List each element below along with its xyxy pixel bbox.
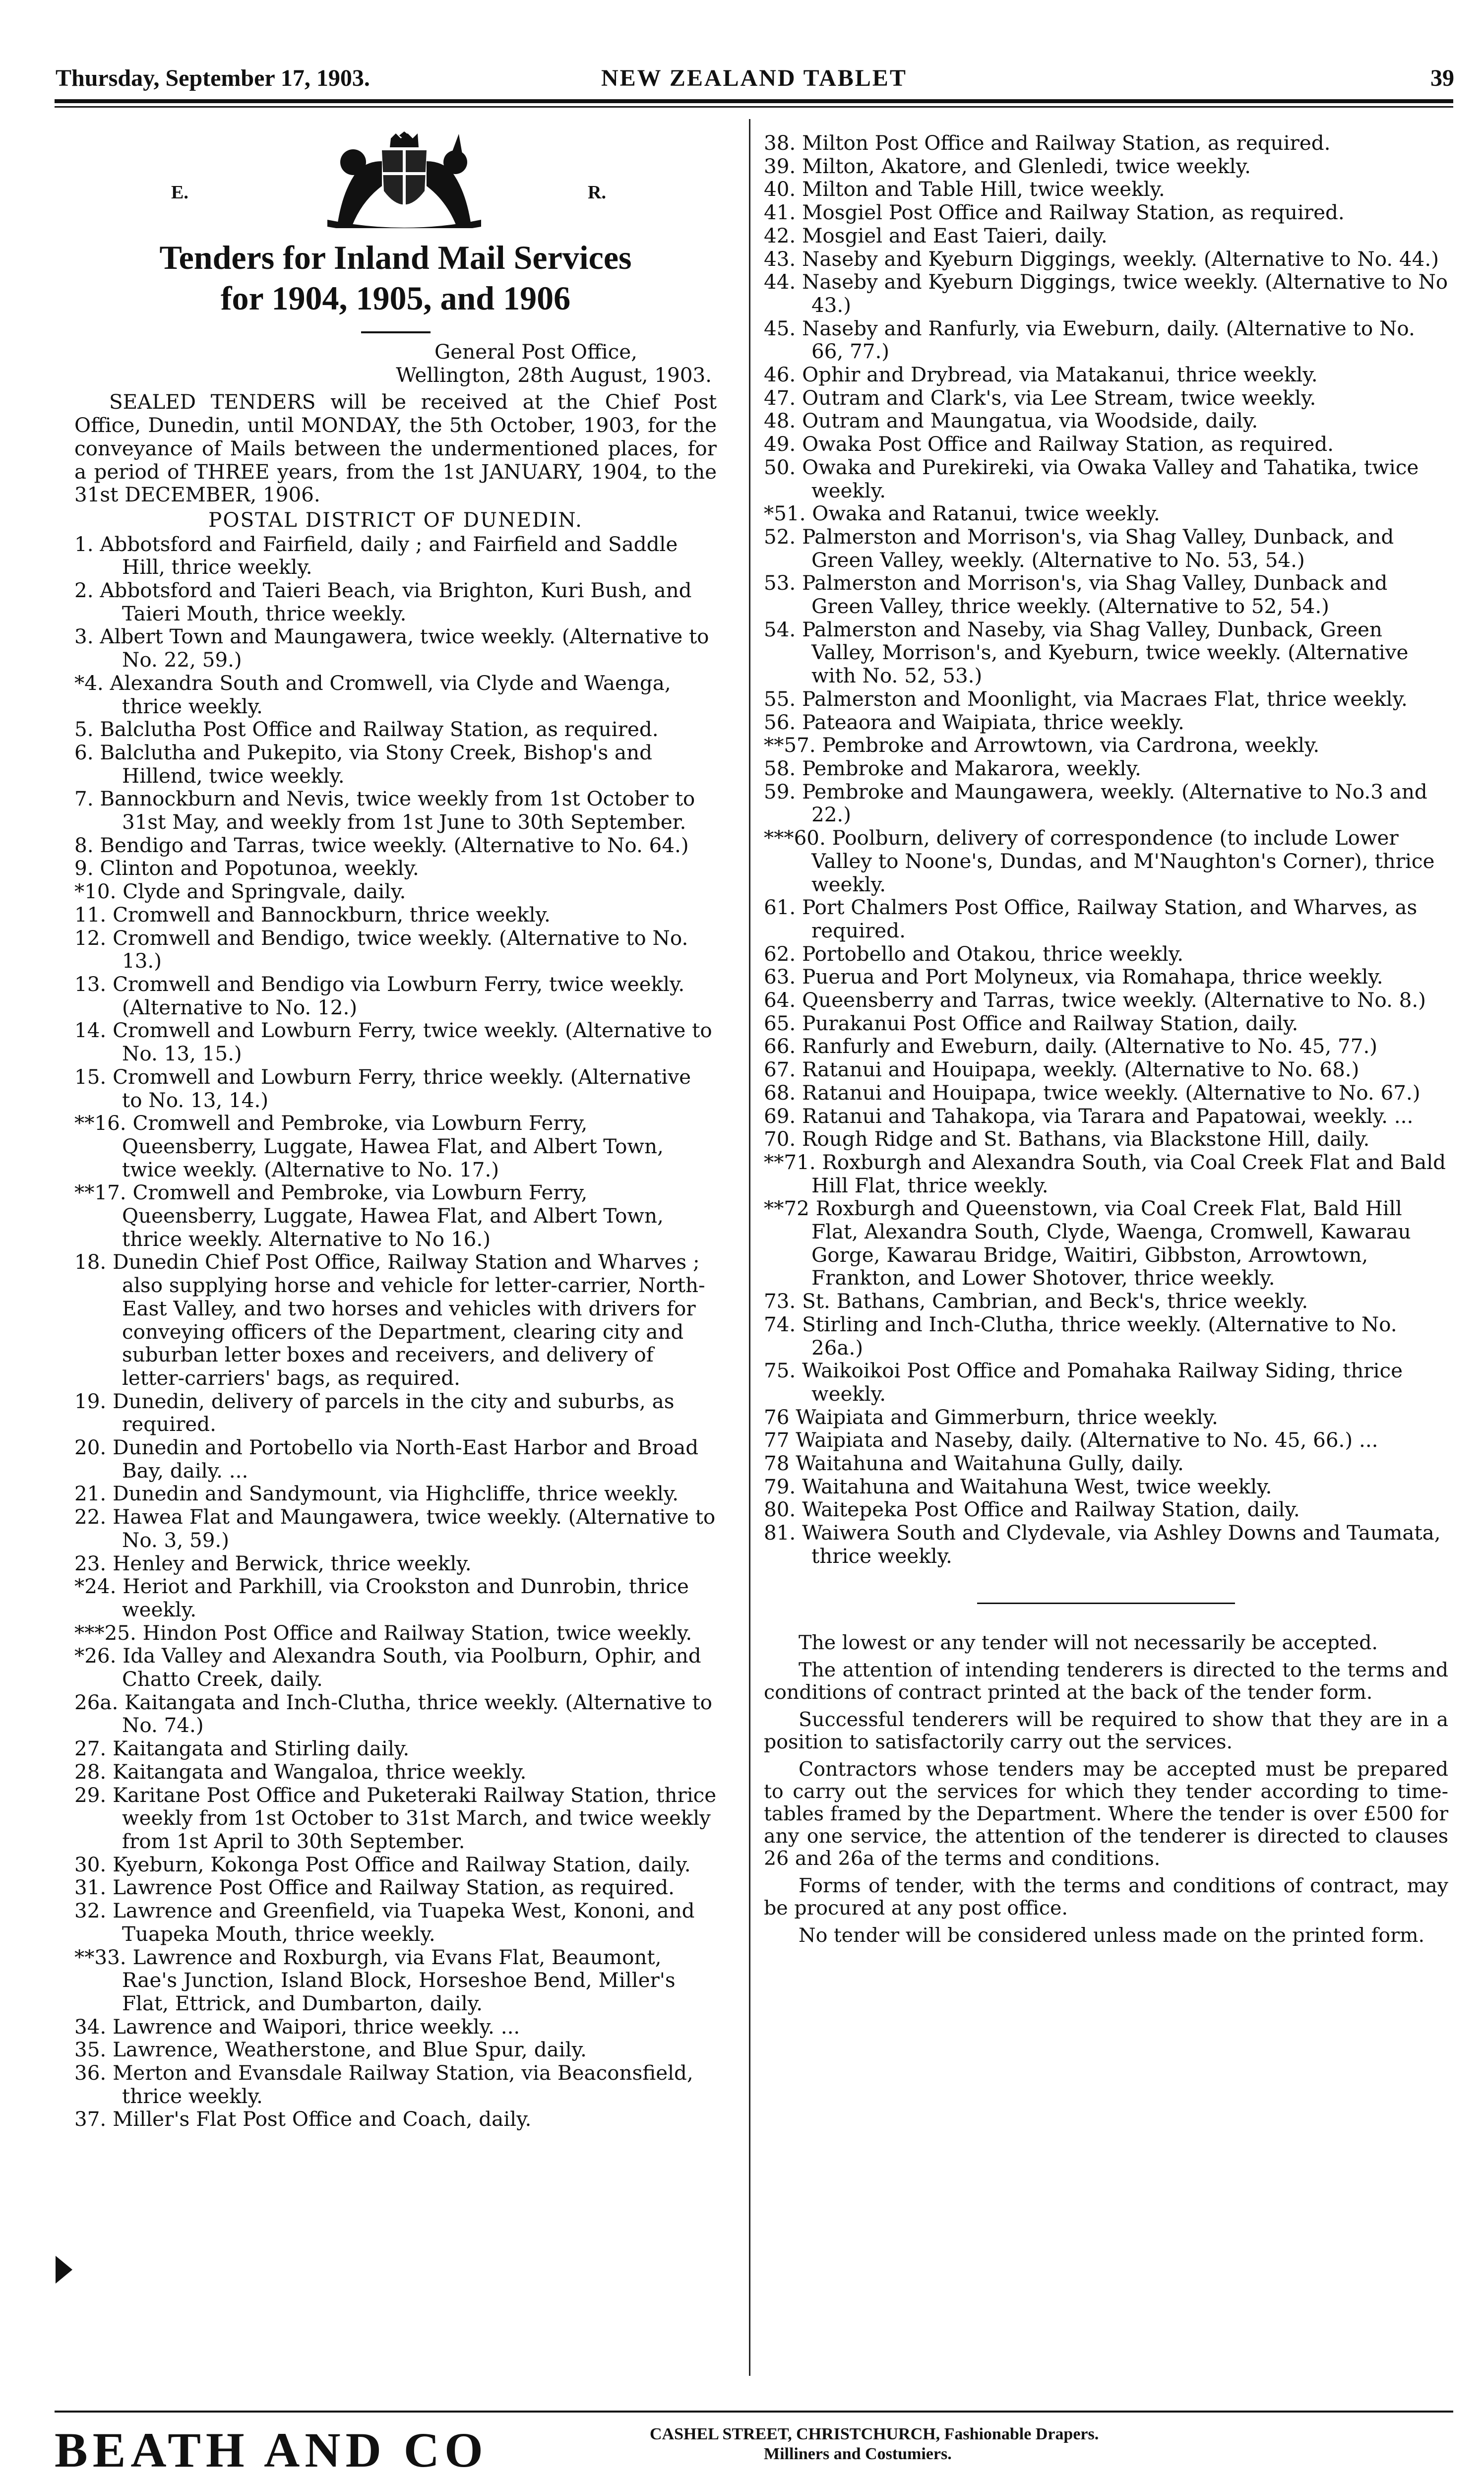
tender-note: No tender will be considered unless made on the printed form. (799, 1923, 1425, 1947)
tender-item: 73. St. Bathans, Cambrian, and Beck's, thrice weekly. (764, 1289, 1308, 1313)
tender-item: 77 Waipiata and Naseby, daily. (Alternative to No. 45, 66.) ... (764, 1428, 1378, 1452)
notice-intro: SEALED TENDERS will be received at the Chief Post Office, Dunedin, until MONDAY, the 5th October, 1903, for the conveyance of Mails between the undermentioned places, for a period of THREE years, from the 1st JANUARY, 1904, to the 31st DECEMBER, 1906. (74, 390, 717, 507)
tender-item: 45. Naseby and Ranfurly, via Eweburn, daily. (Alternative to No. 66, 77.) (764, 316, 1415, 364)
tender-item: 49. Owaka Post Office and Railway Station, as required. (764, 432, 1334, 456)
tender-item: 66. Ranfurly and Eweburn, daily. (Alternative to No. 45, 77.) (764, 1034, 1378, 1058)
tender-item: 75. Waikoikoi Post Office and Pomahaka Railway Siding, thrice weekly. (764, 1359, 1403, 1406)
tender-item: 55. Palmerston and Moonlight, via Macraes Flat, thrice weekly. (764, 686, 1408, 711)
royal-coat-of-arms-icon (308, 131, 501, 228)
tender-item: 28. Kaitangata and Wangaloa, thrice weekly. (74, 1759, 527, 1784)
tender-item: 12. Cromwell and Bendigo, twice weekly. (Alternative to No. 13.) (74, 926, 688, 973)
tender-item: 15. Cromwell and Lowburn Ferry, thrice weekly. (Alternative to No. 13, 14.) (74, 1064, 691, 1112)
tender-item: **16. Cromwell and Pembroke, via Lowburn Ferry, Queensberry, Luggate, Hawea Flat, and Albert Town, twice weekly. (Alternative to No. 17.) (74, 1111, 664, 1181)
crest-letter-r: R. (588, 182, 606, 203)
left-column (74, 131, 717, 2131)
tender-item: 13. Cromwell and Bendigo via Lowburn Ferry, twice weekly. (Alternative to No. 12.) (74, 972, 685, 1019)
tender-item: 9. Clinton and Popotunoa, weekly. (74, 856, 419, 880)
tender-item: 52. Palmerston and Morrison's, via Shag Valley, Dunback, and Green Valley, weekly. (Alternative to No. 53, 54.) (764, 524, 1394, 572)
advert-address-line2: Milliners and Costumiers. (764, 2445, 952, 2463)
crest-letter-e: E. (171, 182, 188, 203)
issuing-office: General Post Office, (434, 340, 637, 364)
tender-item: 53. Palmerston and Morrison's, via Shag Valley, Dunback and Green Valley, thrice weekly. (Alternative to 52, 54.) (764, 571, 1388, 619)
tender-item: 79. Waitahuna and Waitahuna West, twice weekly. (764, 1474, 1272, 1498)
notice-date: Wellington, 28th August, 1903. (396, 363, 712, 387)
tender-note: Forms of tender, with the terms and conditions of contract, may be procured at any post office. (764, 1874, 1448, 1920)
tender-item: 69. Ratanui and Tahakopa, via Tarara and Papatowai, weekly. ... (764, 1104, 1414, 1128)
tender-item: 50. Owaka and Purekireki, via Owaka Valley and Tahatika, twice weekly. (764, 455, 1419, 502)
tender-item: 62. Portobello and Otakou, thrice weekly. (764, 941, 1184, 966)
tender-item: 36. Merton and Evansdale Railway Station, via Beaconsfield, thrice weekly. (74, 2061, 693, 2108)
tender-item: 47. Outram and Clark's, via Lee Stream, twice weekly. (764, 385, 1316, 410)
tender-item: 43. Naseby and Kyeburn Diggings, weekly. (Alternative to No. 44.) (764, 247, 1439, 271)
tender-item: 3. Albert Town and Maungawera, twice weekly. (Alternative to No. 22, 59.) (74, 624, 709, 672)
tender-item: 59. Pembroke and Maungawera, weekly. (Alternative to No.3 and 22.) (764, 779, 1427, 827)
notice-title (74, 237, 717, 318)
tender-item: 18. Dunedin Chief Post Office, Railway Station and Wharves ; also supplying horse and vehicle for letter-carrier, North-East Valley, and two horses and vehicles with drivers for conveying officers of the Department, clearing city and suburban letter boxes and receivers, and delivery of letter-carriers' bags, as required. (74, 1250, 705, 1390)
tender-item: **71. Roxburgh and Alexandra South, via Coal Creek Flat and Bald Hill Flat, thrice weekly. (764, 1150, 1446, 1197)
tender-item: 37. Miller's Flat Post Office and Coach, daily. (74, 2107, 532, 2131)
tender-notes (764, 1632, 1448, 1947)
tender-item: 20. Dunedin and Portobello via North-East Harbor and Broad Bay, daily. ... (74, 1435, 699, 1483)
tender-item: 61. Port Chalmers Post Office, Railway Station, and Wharves, as required. (764, 895, 1418, 942)
tender-item: 74. Stirling and Inch-Clutha, thrice weekly. (Alternative to No. 26a.) (764, 1312, 1397, 1360)
tender-item: 44. Naseby and Kyeburn Diggings, twice weekly. (Alternative to No 43.) (764, 270, 1448, 317)
tender-item: 19. Dunedin, delivery of parcels in the city and suburbs, as required. (74, 1389, 675, 1436)
tender-item: 80. Waitepeka Post Office and Railway Station, daily. (764, 1497, 1300, 1522)
tender-item: 67. Ratanui and Houipapa, weekly. (Alternative to No. 68.) (764, 1057, 1360, 1082)
tender-item: 2. Abbotsford and Taieri Beach, via Brighton, Kuri Bush, and Taieri Mouth, thrice weekly. (74, 578, 692, 625)
tender-item: 70. Rough Ridge and St. Bathans, via Blackstone Hill, daily. (764, 1127, 1370, 1151)
tender-item: 11. Cromwell and Bannockburn, thrice weekly. (74, 902, 551, 927)
tender-item: *10. Clyde and Springvale, daily. (74, 879, 406, 904)
tender-item: 7. Bannockburn and Nevis, twice weekly from 1st October to 31st May, and weekly from 1st June to 30th September. (74, 787, 695, 834)
header-rule-thin (55, 106, 1453, 108)
tender-item: 30. Kyeburn, Kokonga Post Office and Railway Station, daily. (74, 1852, 691, 1876)
tender-item: 54. Palmerston and Naseby, via Shag Valley, Dunback, Green Valley, Morrison's, and Kyeburn, twice weekly. (Alternative with No. 52, 53.) (764, 617, 1409, 688)
crest-row (74, 131, 717, 228)
page-header (56, 64, 1454, 99)
tender-item: *4. Alexandra South and Cromwell, via Clyde and Waenga, thrice weekly. (74, 671, 671, 718)
tender-note: Contractors whose tenders may be accepted must be prepared to carry out the services for which they tender according to time-tables framed by the Department. Where the tender is over £500 for any one service, the attention of the tenderer is directed to clauses 26 and 26a of the terms and conditions. (764, 1757, 1448, 1870)
tender-item: *51. Owaka and Ratanui, twice weekly. (764, 501, 1160, 526)
issue-date: Thursday, September 17, 1903. (56, 65, 370, 91)
tender-item: 58. Pembroke and Makarora, weekly. (764, 756, 1141, 780)
publication-title: NEW ZEALAND TABLET (601, 65, 907, 91)
tender-item: 31. Lawrence Post Office and Railway Station, as required. (74, 1875, 675, 1900)
tender-note: The attention of intending tenderers is directed to the terms and conditions of contract printed at the back of the tender form. (764, 1658, 1448, 1704)
tender-item: **17. Cromwell and Pembroke, via Lowburn Ferry, Queensberry, Luggate, Hawea Flat, and Albert Town, thrice weekly. Alternative to No 16.) (74, 1180, 664, 1251)
title-rule (361, 331, 431, 333)
tender-item: 39. Milton, Akatore, and Glenledi, twice weekly. (764, 154, 1251, 178)
tender-item: 65. Purakanui Post Office and Railway Station, daily. (764, 1011, 1298, 1035)
tender-item: **57. Pembroke and Arrowtown, via Cardrona, weekly. (764, 733, 1320, 757)
right-column (764, 131, 1448, 1952)
tender-item: 68. Ratanui and Houipapa, twice weekly. (Alternative to No. 67.) (764, 1080, 1421, 1105)
tender-item: *24. Heriot and Parkhill, via Crookston and Dunrobin, thrice weekly. (74, 1574, 689, 1621)
tender-item: 34. Lawrence and Waipori, thrice weekly. ... (74, 2014, 520, 2039)
tender-note: The lowest or any tender will not necessarily be accepted. (799, 1631, 1378, 1654)
advert-address (650, 2424, 1099, 2464)
tender-item: 76 Waipiata and Gimmerburn, thrice weekly. (764, 1405, 1218, 1429)
notice-title-line1: Tenders for Inland Mail Services (159, 239, 632, 276)
tender-item: 81. Waiwera South and Clydevale, via Ashley Downs and Taumata, thrice weekly. (764, 1521, 1441, 1568)
page-number: 39 (1430, 65, 1454, 91)
tender-item: ***60. Poolburn, delivery of correspondence (to include Lower Valley to Noone's, Dundas, and M'Naughton's Corner), thrice weekly. (764, 826, 1435, 896)
tender-item: 26a. Kaitangata and Inch-Clutha, thrice weekly. (Alternative to No. 74.) (74, 1690, 712, 1737)
notice-title-line2: for 1904, 1905, and 1906 (220, 279, 571, 317)
tender-note: Successful tenderers will be required to show that they are in a position to satisfactorily carry out the services. (764, 1708, 1448, 1753)
notes-rule (977, 1603, 1235, 1604)
tender-item: 29. Karitane Post Office and Puketeraki Railway Station, thrice weekly from 1st October to 31st March, and twice weekly from 1st April to 30th September. (74, 1783, 717, 1853)
tender-item: 5. Balclutha Post Office and Railway Station, as required. (74, 717, 659, 742)
tender-item: 6. Balclutha and Pukepito, via Stony Creek, Bishop's and Hillend, twice weekly. (74, 740, 652, 788)
pointer-mark (56, 2256, 72, 2284)
tender-item: 8. Bendigo and Tarras, twice weekly. (Alternative to No. 64.) (74, 833, 689, 857)
tender-item: 14. Cromwell and Lowburn Ferry, twice weekly. (Alternative to No. 13, 15.) (74, 1018, 712, 1066)
tender-item: 41. Mosgiel Post Office and Railway Station, as required. (764, 200, 1345, 225)
tender-item: 78 Waitahuna and Waitahuna Gully, daily. (764, 1451, 1184, 1476)
district-heading: POSTAL DISTRICT OF DUNEDIN. (208, 507, 583, 532)
tender-item: 1. Abbotsford and Fairfield, daily ; and Fairfield and Saddle Hill, thrice weekly. (74, 532, 678, 579)
tender-item: 38. Milton Post Office and Railway Station, as required. (764, 131, 1331, 155)
tender-item: 64. Queensberry and Tarras, twice weekly. (Alternative to No. 8.) (764, 988, 1426, 1012)
tender-item: 48. Outram and Maungatua, via Woodside, daily. (764, 409, 1258, 433)
tender-list-right (764, 131, 1448, 1568)
tender-item: 46. Ophir and Drybread, via Matakanui, thrice weekly. (764, 363, 1318, 387)
header-rule-thick (55, 99, 1453, 103)
tender-item: 63. Puerua and Port Molyneux, via Romahapa, thrice weekly. (764, 965, 1383, 989)
tender-item: 42. Mosgiel and East Taieri, daily. (764, 223, 1108, 248)
tender-item: *26. Ida Valley and Alexandra South, via Poolburn, Ophir, and Chatto Creek, daily. (74, 1644, 701, 1691)
tender-item: 27. Kaitangata and Stirling daily. (74, 1736, 410, 1761)
tender-item: 21. Dunedin and Sandymount, via Highcliffe, thrice weekly. (74, 1482, 679, 1506)
tender-list-left (74, 533, 717, 2131)
tender-item: 22. Hawea Flat and Maungawera, twice weekly. (Alternative to No. 3, 59.) (74, 1505, 716, 1552)
footer-rule (55, 2411, 1453, 2413)
tender-item: 35. Lawrence, Weatherstone, and Blue Spur, daily. (74, 2038, 587, 2062)
tender-item: 32. Lawrence and Greenfield, via Tuapeka West, Kononi, and Tuapeka Mouth, thrice weekly. (74, 1899, 695, 1946)
advert-name: BEATH AND CO (55, 2422, 488, 2478)
tender-item: 56. Pateaora and Waipiata, thrice weekly. (764, 710, 1184, 734)
tender-item: **33. Lawrence and Roxburgh, via Evans Flat, Beaumont, Rae's Junction, Island Block, Horseshoe Bend, Miller's Flat, Ettrick, and Dumbarton, daily. (74, 1945, 676, 2015)
tender-item: **72 Roxburgh and Queenstown, via Coal Creek Flat, Bald Hill Flat, Alexandra South, Clyde, Waenga, Cromwell, Kawarau Gorge, Kawarau Bridge, Waitiri, Gibbston, Arrowtown, Frankton, and Lower Shotover, thrice weekly. (764, 1196, 1411, 1290)
advert-address-line1: CASHEL STREET, CHRISTCHURCH, Fashionable Drapers. (650, 2425, 1099, 2443)
tender-item: ***25. Hindon Post Office and Railway Station, twice weekly. (74, 1620, 692, 1645)
tender-item: 23. Henley and Berwick, thrice weekly. (74, 1551, 472, 1575)
tender-item: 40. Milton and Table Hill, twice weekly. (764, 177, 1165, 201)
column-divider (749, 119, 750, 2376)
